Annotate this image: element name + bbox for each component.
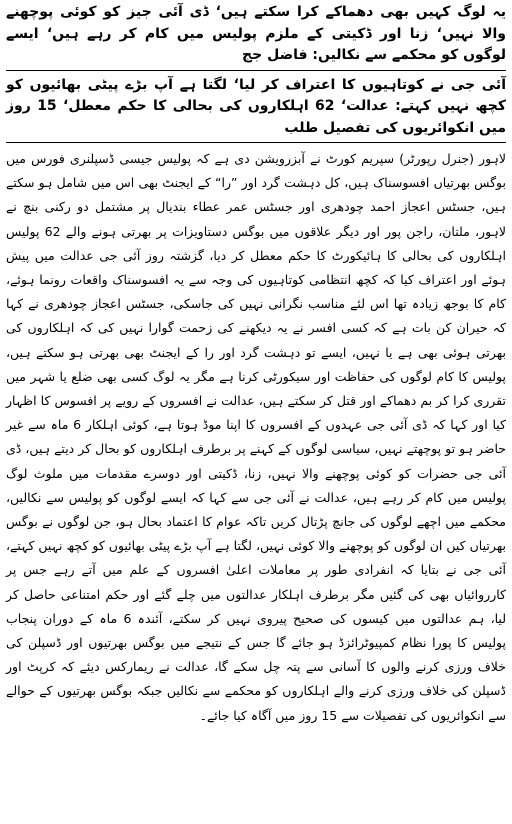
headline-main: یہ لوگ کہیں بھی دھماکے کرا سکتے ہیں‘ ڈی آئی جیز کو کوئی پوچھنے والا نہیں‘ زنا اور ڈکیتی کے ملزم پولیس میں کام کر رہے ہیں‘ ایسے لوگوں کو محکمے سے نکالیں: فاضل جج	[6, 4, 506, 63]
divider-bottom	[6, 142, 506, 143]
divider-top	[6, 70, 506, 71]
article-body: لاہور (جنرل رپورٹر) سپریم کورٹ نے آبزرویشن دی ہے کہ پولیس جیسی ڈسپلنری فورس میں بوگس بھرتیاں افسوسناک ہیں، کل دہشت گرد اور ”را“ کے ایجنٹ بھی اس میں شامل ہو سکتے ہیں، جسٹس اعجاز احمد چودھری اور جسٹس عمر عطاء بندیال پر مشتمل دو رکنی بنچ نے لاہور، ملتان، راجن پور اور دیگر علاقوں میں بوگس دستاویزات پر بھرتی ہونے والے 62 پولیس اہلکاروں کی بحالی کا ہائیکورٹ کا حکم معطل کر دیا، گزشتہ روز آئی جی عدالت میں پیش ہوئے اور اعتراف کیا کہ کچھ انتظامی کوتاہیوں کی وجہ سے یہ افسوسناک واقعات رونما ہوئے، کام کا بوجھ زیادہ تھا اس لئے مناسب نگرانی نہیں کی جاسکی، جسٹس اعجاز چودھری نے کہا کہ حیران کن بات ہے کہ کسی افسر نے یہ دیکھنے کی زحمت گوارا نہیں کی کہ اہلکاروں کی بھرتی ہوئی بھی ہے یا نہیں، ایسے تو دہشت گرد اور را کے ایجنٹ بھی بھرتی ہو سکتے ہیں، پولیس کا کام لوگوں کی حفاظت اور سیکورٹی کرنا ہے مگر یہ لوگ کسی بھی ضلع یا شہر میں تقرری کرا کر بم دھماکے اور قتل کر سکتے ہیں، عدالت نے افسروں کے رویے پر افسوس کا اظہار کیا اور کہا کہ ڈی آئی جی عہدوں کے افسروں کا اپنا موڈ ہوتا ہے، کوئی اہلکار 6 ماہ سے غیر حاضر ہو تو پوچھتے نہیں، سیاسی لوگوں کے کہنے پر برطرف اہلکاروں کو بحال کر دیتے ہیں، ڈی آئی جی حضرات کو کوئی پوچھنے والا نہیں، زنا، ڈکیتی اور دوسرے مقدمات میں ملوث لوگ پولیس میں کام کر رہے ہیں، عدالت نے آئی جی سے کہا کہ ایسے لوگوں کو پولیس سے نکالیں، محکمے میں اچھے لوگوں کی جانچ پڑتال کریں تاکہ عوام کا اعتماد بحال ہو، جن لوگوں نے بوگس بھرتیاں کیں ان لوگوں کو پوچھنے والا کوئی نہیں، لگتا ہے آپ بڑے پیٹی بھائیوں کو کچھ نہیں کہتے، آئی جی نے بتایا کہ انفرادی طور پر معاملات اعلیٰ افسروں کے علم میں آتے رہے جس پر کارروائیاں بھی کی گئیں مگر برطرف اہلکار عدالتوں میں چلے گئے اور حکم امتناعی حاصل کر لیا، ہم عدالتوں میں کیسوں کی صحیح پیروی نہیں کر سکتے، آئندہ 6 ماہ کے دوران پنجاب پولیس کا پورا نظام کمپیوٹرائزڈ ہو جائے گا جس کے نتیجے میں بوگس بھرتیوں اور ڈسپلن کی خلاف ورزی کرنے والوں کا آسانی سے پتہ چل سکے گا، عدالت نے ریمارکس دیئے کہ کرپٹ اور ڈسپلن کی خلاف ورزی کرنے والے اہلکاروں کو محکمے سے نکالیں جبکہ بوگس بھرتیوں کے حوالے سے انکوائریوں کی تفصیلات سے 15 روز میں آگاہ کیا جائے۔	[6, 151, 506, 723]
headline-sub: آئی جی نے کوتاہیوں کا اعتراف کر لیا‘ لگتا ہے آپ بڑے پیٹی بھائیوں کو کچھ نہیں کہتے: عدالت‘ 62 اہلکاروں کی بحالی کا حکم معطل‘ 15 روز میں انکوائریوں کی تفصیل طلب	[6, 76, 506, 136]
